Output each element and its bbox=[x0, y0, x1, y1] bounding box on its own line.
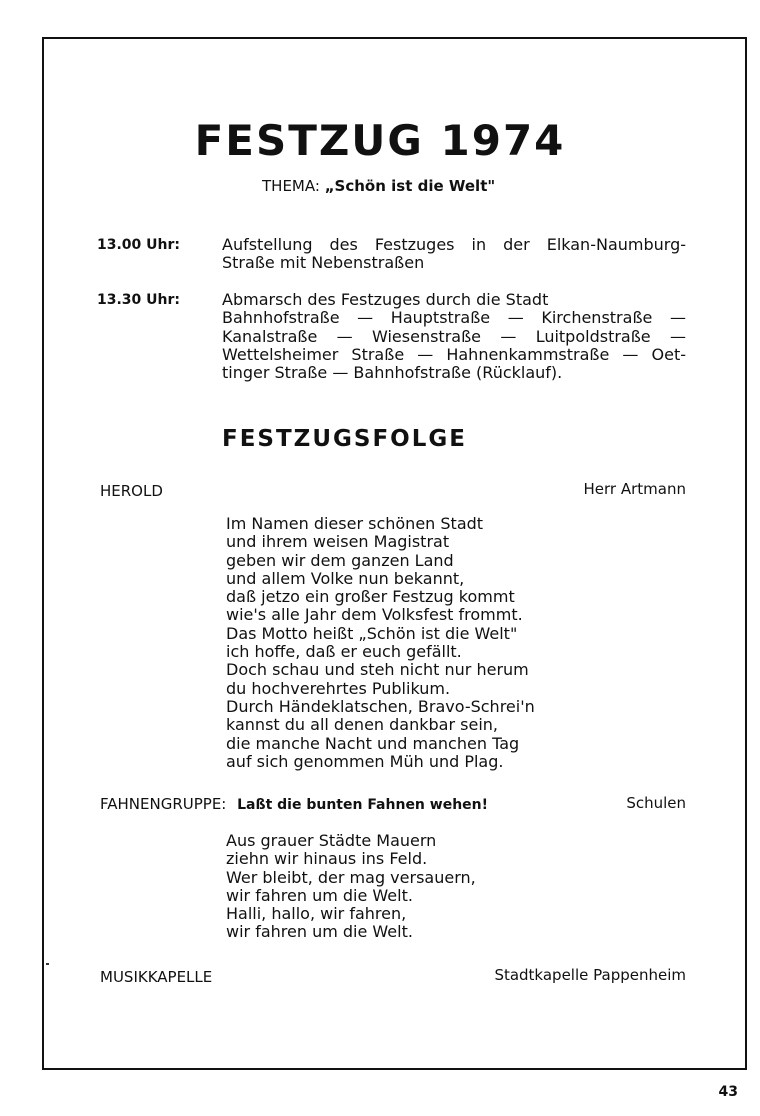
theme-label: THEMA: bbox=[262, 177, 320, 195]
verse-line: ich hoffe, daß er euch gefällt. bbox=[226, 642, 462, 662]
verse-line: du hochverehrtes Publikum. bbox=[226, 678, 451, 698]
verse-line: geben wir dem ganzen Land bbox=[226, 550, 454, 570]
scan-mark bbox=[46, 963, 49, 965]
theme-line bbox=[262, 177, 495, 195]
verse-line: ziehn wir hinaus ins Feld. bbox=[226, 849, 428, 869]
verse-line: und ihrem weisen Magistrat bbox=[226, 532, 450, 552]
verse-line: wir fahren um die Welt. bbox=[226, 922, 413, 942]
verse-line: auf sich genommen Müh und Plag. bbox=[226, 751, 504, 771]
verse-line: Durch Händeklatschen, Bravo-Schrei'n bbox=[226, 696, 535, 716]
verse-line: wir fahren um die Welt. bbox=[226, 885, 413, 905]
schedule-time-1: 13.00 Uhr: bbox=[97, 237, 180, 253]
group-performer-herold: Herr Artmann bbox=[583, 480, 686, 498]
page-title: FESTZUG 1974 bbox=[194, 116, 566, 165]
schedule-line: tinger Straße — Bahnhofstraße (Rücklauf). bbox=[222, 363, 563, 383]
verse-line: Im Namen dieser schönen Stadt bbox=[226, 514, 484, 533]
schedule-text-2 bbox=[222, 291, 686, 382]
group-label-herold: HEROLD bbox=[100, 482, 163, 500]
verse-line: die manche Nacht und manchen Tag bbox=[226, 733, 520, 753]
verse-line: und allem Volke nun bekannt, bbox=[226, 568, 465, 588]
group-performer-musikkapelle: Stadtkapelle Pappenheim bbox=[494, 966, 686, 984]
schedule-time-2: 13.30 Uhr: bbox=[97, 292, 180, 308]
verse-line: kannst du all denen dankbar sein, bbox=[226, 715, 498, 735]
verse-line: Halli, hallo, wir fahren, bbox=[226, 904, 407, 924]
schedule-line: Straße mit Nebenstraßen bbox=[222, 253, 425, 273]
schedule-line: Abmarsch des Festzuges durch die Stadt bbox=[222, 290, 549, 309]
verse-line: Wer bleibt, der mag versauern, bbox=[226, 867, 476, 887]
theme-value: „Schön ist die Welt" bbox=[324, 177, 496, 195]
group-label-text: FAHNENGRUPPE: bbox=[100, 795, 227, 813]
fahnengruppe-verse bbox=[226, 832, 476, 942]
schedule-text-1 bbox=[222, 236, 686, 273]
verse-line: wie's alle Jahr dem Volksfest frommt. bbox=[226, 605, 523, 625]
schedule-line: Kanalstraße — Wiesenstraße — Luitpoldstraße — bbox=[222, 326, 686, 346]
verse-line: Das Motto heißt „Schön ist die Welt" bbox=[226, 623, 518, 643]
group-motto: Laßt die bunten Fahnen wehen! bbox=[237, 797, 489, 813]
group-label-musikkapelle: MUSIKKAPELLE bbox=[100, 968, 213, 986]
page-number: 43 bbox=[718, 1084, 738, 1100]
section-title: FESTZUGSFOLGE bbox=[222, 426, 467, 452]
schedule-line: Aufstellung des Festzuges in der Elkan-Naumburg- bbox=[222, 235, 686, 254]
group-performer-fahnengruppe: Schulen bbox=[626, 794, 686, 812]
verse-line: Aus grauer Städte Mauern bbox=[226, 831, 437, 850]
verse-line: Doch schau und steh nicht nur herum bbox=[226, 660, 529, 680]
herold-verse bbox=[226, 515, 535, 771]
schedule-line: Bahnhofstraße — Hauptstraße — Kirchenstraße — bbox=[222, 308, 686, 328]
schedule-line: Wettelsheimer Straße — Hahnenkammstraße — Oet- bbox=[222, 344, 686, 364]
group-label-fahnengruppe bbox=[100, 795, 488, 813]
verse-line: daß jetzo ein großer Festzug kommt bbox=[226, 587, 515, 607]
